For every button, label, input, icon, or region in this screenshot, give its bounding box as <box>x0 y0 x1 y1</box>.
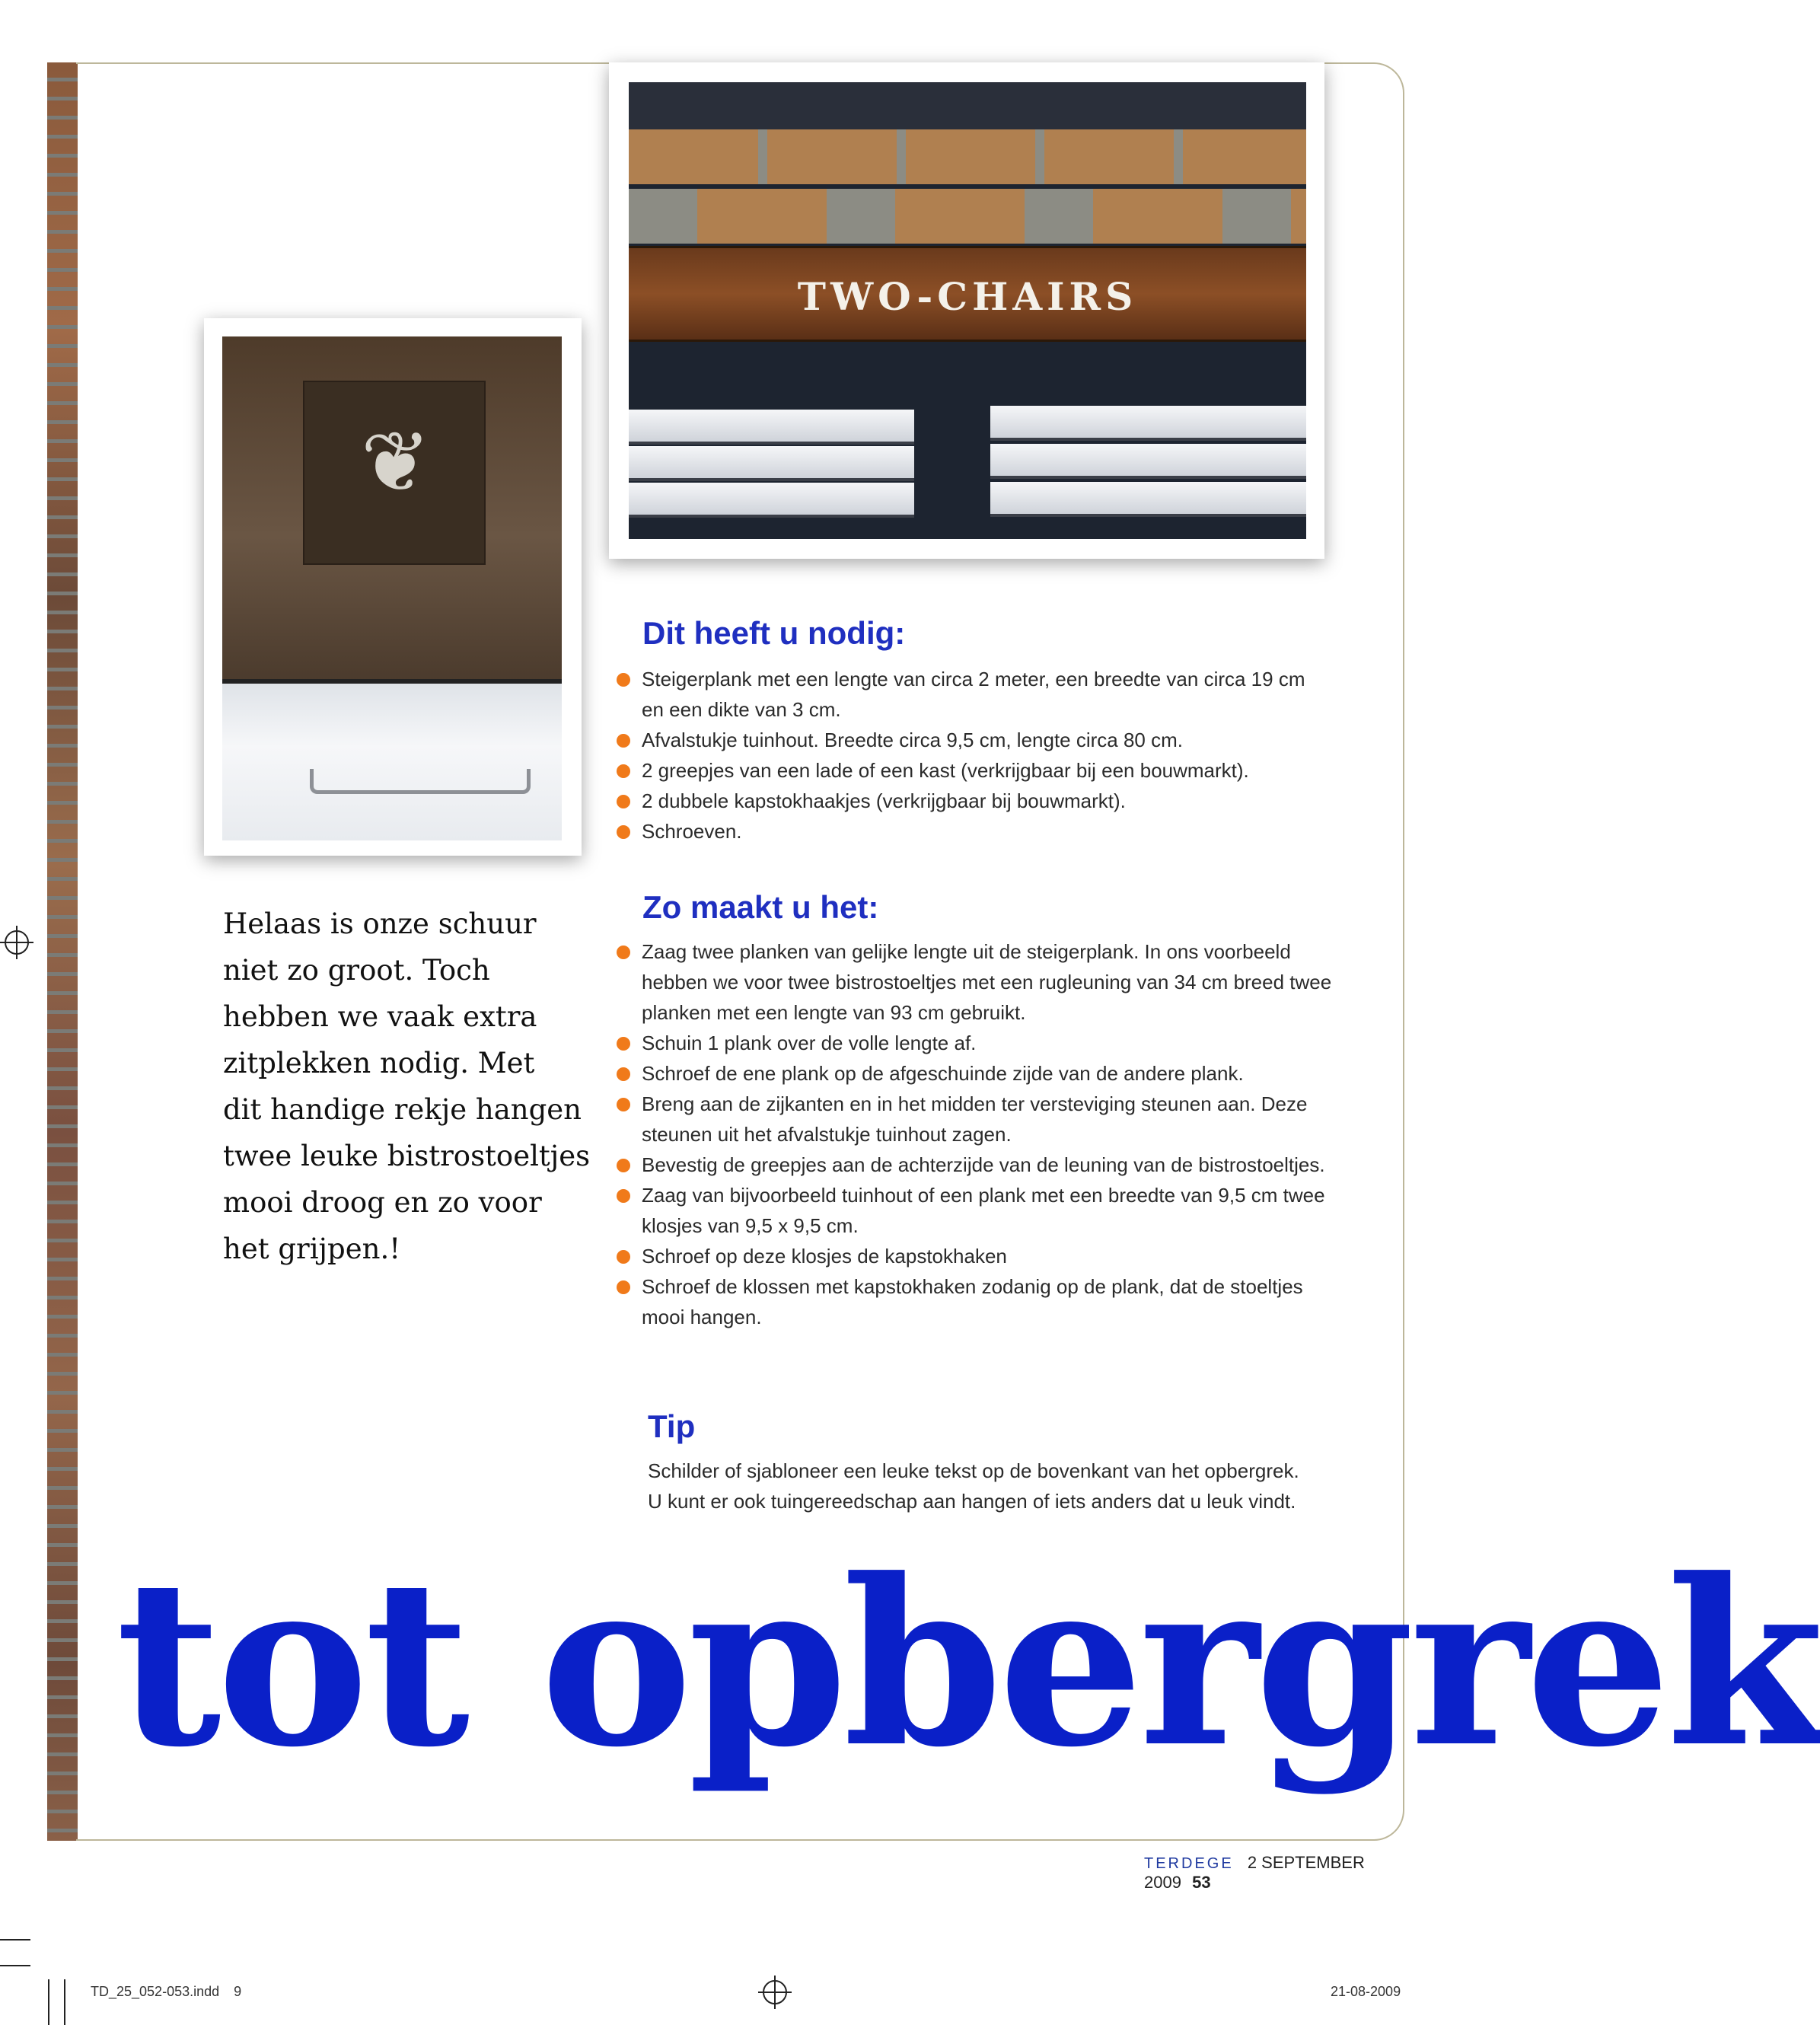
intro-line: mooi droog en zo voor <box>223 1186 542 1219</box>
drawer-front <box>222 679 562 840</box>
needs-heading: Dit heeft u nodig: <box>642 615 906 651</box>
intro-line: hebben we vaak extra <box>223 1000 537 1033</box>
tip-line: Schilder of sjabloneer een leuke tekst op de bovenkant van het opbergrek. <box>648 1459 1299 1482</box>
intro-line: het grijpen.! <box>223 1233 401 1265</box>
photo-two-chairs-sign <box>609 62 1324 559</box>
sign-board <box>629 246 1306 342</box>
double-hook-icon: ❦ <box>360 413 432 511</box>
trim-mark <box>0 1965 30 1966</box>
howto-list <box>617 936 1332 1332</box>
list-item: Schroef de ene plank op de afgeschuinde zijde van de andere plank. <box>617 1058 1332 1089</box>
drawer-handle <box>310 769 531 794</box>
list-item: Schroef op deze klosjes de kapstokhaken <box>617 1241 1332 1271</box>
slug-file: TD_25_052-053.indd <box>91 1984 220 1999</box>
trim-mark <box>48 1979 49 2025</box>
howto-heading: Zo maakt u het: <box>642 889 879 925</box>
list-item: Schuin 1 plank over de volle lengte af. <box>617 1028 1332 1058</box>
slug-date: 21-08-2009 <box>1331 1984 1401 1999</box>
needs-list <box>617 664 1332 847</box>
list-item: Zaag twee planken van gelijke lengte uit de steigerplank. In ons voorbeeld hebben we voor twee bistrostoeltjes met een rugleuning van 34 cm breed twee planken met een lengte van 93 cm gebruikt. <box>617 936 1332 1028</box>
intro-line: zitplekken nodig. Met <box>223 1047 535 1079</box>
list-item: Schroef de klossen met kapstokhaken zodanig op de plank, dat de stoeltjes mooi hangen. <box>617 1271 1332 1332</box>
trim-mark <box>64 1979 65 2025</box>
tip-heading: Tip <box>648 1408 696 1444</box>
tip-section <box>648 1408 1333 1516</box>
list-item: Bevestig de greepjes aan de achterzijde van de leuning van de bistrostoeltjes. <box>617 1150 1332 1180</box>
photo-coat-hook <box>204 318 582 856</box>
needs-section <box>617 615 1332 847</box>
intro-paragraph <box>223 901 591 1272</box>
registration-mark-icon <box>763 1980 787 2004</box>
list-item: Breng aan de zijkanten en in het midden ter versteviging steunen aan. Deze steunen uit het afvalstukje tuinhout zagen. <box>617 1089 1332 1150</box>
folio <box>1144 1853 1404 1893</box>
intro-line: dit handige rekje hangen <box>223 1093 582 1126</box>
intro-line: Helaas is onze schuur <box>223 907 537 940</box>
registration-mark-icon <box>5 930 29 955</box>
intro-line: niet zo groot. Toch <box>223 954 490 987</box>
intro-line: twee leuke bistrostoeltjes <box>223 1140 591 1172</box>
trim-mark <box>0 1939 30 1940</box>
list-item: Schroeven. <box>617 816 1332 847</box>
sign-text: TWO-CHAIRS <box>797 274 1138 319</box>
issue-date: 2 SEPTEMBER 2009 <box>1144 1853 1365 1892</box>
tip-line: U kunt er ook tuingereedschap aan hangen of iets anders dat u leuk vindt. <box>648 1490 1296 1513</box>
slug-page: 9 <box>234 1984 242 1999</box>
list-item: 2 dubbele kapstokhaakjes (verkrijgbaar bij bouwmarkt). <box>617 786 1332 816</box>
hook-plate <box>303 381 486 565</box>
brick-wall-strip <box>47 62 78 1841</box>
list-item: 2 greepjes van een lade of een kast (verkrijgbaar bij een bouwmarkt). <box>617 755 1332 786</box>
slug-filename <box>91 1984 241 2000</box>
magazine-name: TERDEGE <box>1144 1855 1234 1872</box>
list-item: Afvalstukje tuinhout. Breedte circa 9,5 cm, lengte circa 80 cm. <box>617 725 1332 755</box>
list-item: Steigerplank met een lengte van circa 2 meter, een breedte van circa 19 cm en een dikte van 3 cm. <box>617 664 1332 725</box>
page-number: 53 <box>1192 1873 1211 1892</box>
list-item: Zaag van bijvoorbeeld tuinhout of een plank met een breedte van 9,5 cm twee klosjes van 9,5 x 9,5 cm. <box>617 1180 1332 1241</box>
howto-section <box>617 889 1332 1332</box>
article-title: tot opbergrek <box>116 1529 1820 1797</box>
